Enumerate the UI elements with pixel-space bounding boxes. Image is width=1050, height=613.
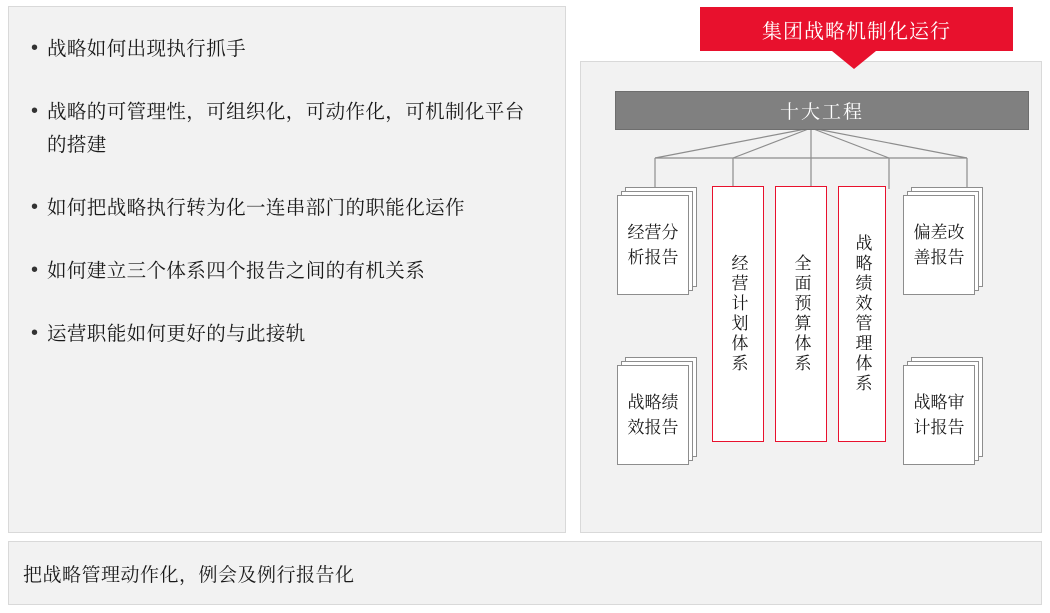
bullet-marker-icon: • [31, 100, 39, 122]
footer-bar [8, 541, 1042, 605]
doc-zhanlue-shenji [903, 357, 983, 472]
doc-jingying-fenxi [617, 187, 697, 297]
doc-piancha-gaishan [903, 187, 983, 297]
system-box-quanmian-yusuan [775, 186, 827, 442]
doc-sheet-front [903, 195, 975, 295]
list-item [31, 192, 543, 225]
bullet-text: 如何把战略执行转为化一连串部门的职能化运作 [47, 197, 465, 219]
bullet-panel [8, 6, 566, 533]
system-box-label: 全面预算体系 [791, 254, 811, 374]
system-box-zhanlue-jixiao-guanli [838, 186, 886, 442]
doc-sheet-front [617, 195, 689, 295]
bullet-marker-icon: • [31, 322, 39, 344]
list-item [31, 255, 543, 288]
bullet-text: 如何建立三个体系四个报告之间的有机关系 [47, 260, 426, 282]
banner-arrow-icon [832, 51, 876, 69]
bullet-text: 战略的可管理性，可组织化，可动作化，可机制化平台的搭建 [47, 101, 525, 156]
doc-sheet-front [617, 365, 689, 465]
doc-label: 战略绩效报告 [627, 393, 679, 437]
doc-label: 偏差改善报告 [913, 223, 965, 267]
system-box-label: 战略绩效管理体系 [852, 234, 872, 394]
system-box-label: 经营计划体系 [728, 254, 748, 374]
doc-sheet-front [903, 365, 975, 465]
bullet-marker-icon: • [31, 37, 39, 59]
system-box-jingying-jihua [712, 186, 764, 442]
doc-label: 战略审计报告 [913, 393, 965, 437]
bullet-text: 运营职能如何更好的与此接轨 [47, 323, 306, 345]
doc-zhanlue-jixiao [617, 357, 697, 472]
bullet-marker-icon: • [31, 259, 39, 281]
list-item [31, 318, 543, 351]
doc-label: 经营分析报告 [627, 223, 679, 267]
top-bar-title: 十大工程 [615, 91, 1029, 130]
list-item [31, 96, 543, 162]
bullet-marker-icon: • [31, 196, 39, 218]
list-item [31, 33, 543, 66]
banner-title: 集团战略机制化运行 [700, 7, 1013, 51]
bullet-text: 战略如何出现执行抓手 [47, 38, 247, 60]
footer-text: 把战略管理动作化，例会及例行报告化 [23, 564, 355, 586]
